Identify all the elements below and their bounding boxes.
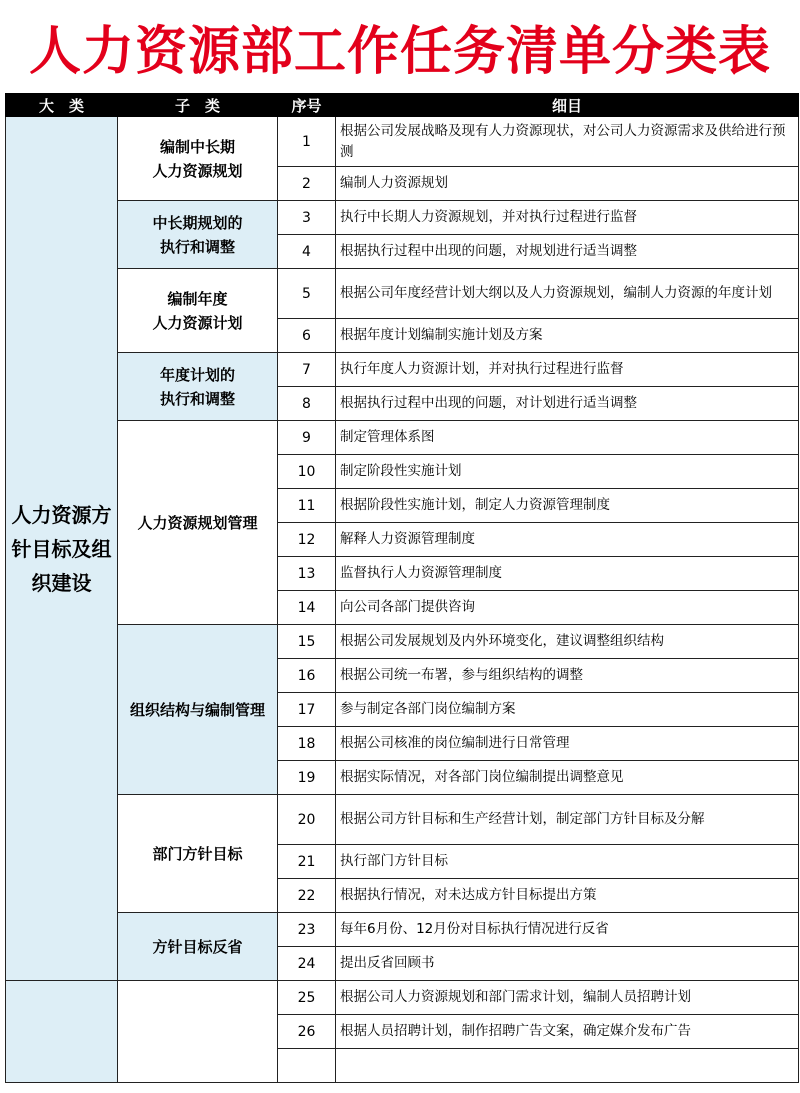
detail-cell: 向公司各部门提供咨询: [336, 591, 799, 625]
detail-cell: 根据实际情况，对各部门岗位编制提出调整意见: [336, 761, 799, 795]
detail-cell: 提出反省回顾书: [336, 947, 799, 981]
detail-cell: 根据年度计划编制实施计划及方案: [336, 319, 799, 353]
seq-cell: 25: [278, 981, 336, 1015]
seq-cell: 22: [278, 879, 336, 913]
detail-cell: 根据公司人力资源规划和部门需求计划，编制人员招聘计划: [336, 981, 799, 1015]
detail-cell: 根据公司发展规划及内外环境变化，建议调整组织结构: [336, 625, 799, 659]
seq-cell: 10: [278, 455, 336, 489]
sub-category: 方针目标反省: [118, 913, 278, 981]
seq-cell: 9: [278, 421, 336, 455]
seq-cell: 6: [278, 319, 336, 353]
sub-category: 中长期规划的 执行和调整: [118, 201, 278, 269]
header-sub: 子 类: [118, 94, 278, 117]
seq-cell: 18: [278, 727, 336, 761]
sub-category: 编制中长期 人力资源规划: [118, 117, 278, 201]
table-row: [6, 913, 799, 947]
detail-cell: 根据公司发展战略及现有人力资源现状，对公司人力资源需求及供给进行预测: [336, 117, 799, 167]
sub-category: 编制年度 人力资源计划: [118, 269, 278, 353]
sub-category: 部门方针目标: [118, 795, 278, 913]
seq-cell: 17: [278, 693, 336, 727]
seq-cell: 3: [278, 201, 336, 235]
header-seq: 序号: [278, 94, 336, 117]
detail-cell: 制定阶段性实施计划: [336, 455, 799, 489]
seq-cell: 7: [278, 353, 336, 387]
sub-category: 年度计划的 执行和调整: [118, 353, 278, 421]
detail-cell: 根据公司年度经营计划大纲以及人力资源规划，编制人力资源的年度计划: [336, 269, 799, 319]
detail-cell: 根据阶段性实施计划，制定人力资源管理制度: [336, 489, 799, 523]
table-row: [6, 981, 799, 1015]
table-header-row: [6, 94, 799, 117]
detail-cell: 每年6月份、12月份对目标执行情况进行反省: [336, 913, 799, 947]
seq-cell: 5: [278, 269, 336, 319]
seq-cell: 23: [278, 913, 336, 947]
table-row: [6, 269, 799, 319]
major-category: 人力资源方针目标及组织建设: [6, 117, 118, 981]
seq-cell: 14: [278, 591, 336, 625]
detail-cell: 根据公司统一布署，参与组织结构的调整: [336, 659, 799, 693]
table-row: [6, 421, 799, 455]
seq-cell: 1: [278, 117, 336, 167]
seq-cell: 24: [278, 947, 336, 981]
detail-cell: 根据执行情况，对未达成方针目标提出方策: [336, 879, 799, 913]
seq-cell: 11: [278, 489, 336, 523]
table-row: [6, 117, 799, 167]
task-table: [5, 93, 799, 1083]
table-row: [6, 625, 799, 659]
seq-cell: 4: [278, 235, 336, 269]
table-row: [6, 795, 799, 845]
detail-cell: 根据执行过程中出现的问题，对规划进行适当调整: [336, 235, 799, 269]
seq-cell: [278, 1049, 336, 1083]
detail-cell: 根据执行过程中出现的问题，对计划进行适当调整: [336, 387, 799, 421]
seq-cell: 13: [278, 557, 336, 591]
header-detail: 细目: [336, 94, 799, 117]
detail-cell: 执行年度人力资源计划，并对执行过程进行监督: [336, 353, 799, 387]
seq-cell: 15: [278, 625, 336, 659]
detail-cell: 参与制定各部门岗位编制方案: [336, 693, 799, 727]
header-major: 大 类: [6, 94, 118, 117]
detail-cell: 根据人员招聘计划，制作招聘广告文案，确定媒介发布广告: [336, 1015, 799, 1049]
sub-category-next: [118, 981, 278, 1083]
detail-cell: [336, 1049, 799, 1083]
table-row: [6, 353, 799, 387]
detail-cell: 编制人力资源规划: [336, 167, 799, 201]
seq-cell: 12: [278, 523, 336, 557]
detail-cell: 制定管理体系图: [336, 421, 799, 455]
seq-cell: 16: [278, 659, 336, 693]
seq-cell: 8: [278, 387, 336, 421]
detail-cell: 解释人力资源管理制度: [336, 523, 799, 557]
seq-cell: 26: [278, 1015, 336, 1049]
seq-cell: 21: [278, 845, 336, 879]
detail-cell: 执行中长期人力资源规划，并对执行过程进行监督: [336, 201, 799, 235]
detail-cell: 执行部门方针目标: [336, 845, 799, 879]
detail-cell: 根据公司核准的岗位编制进行日常管理: [336, 727, 799, 761]
page-title: 人力资源部工作任务清单分类表: [28, 22, 771, 82]
seq-cell: 19: [278, 761, 336, 795]
detail-cell: 根据公司方针目标和生产经营计划，制定部门方针目标及分解: [336, 795, 799, 845]
detail-cell: 监督执行人力资源管理制度: [336, 557, 799, 591]
major-category-next: [6, 981, 118, 1083]
seq-cell: 2: [278, 167, 336, 201]
sub-category: 人力资源规划管理: [118, 421, 278, 625]
sub-category: 组织结构与编制管理: [118, 625, 278, 795]
seq-cell: 20: [278, 795, 336, 845]
table-row: [6, 201, 799, 235]
